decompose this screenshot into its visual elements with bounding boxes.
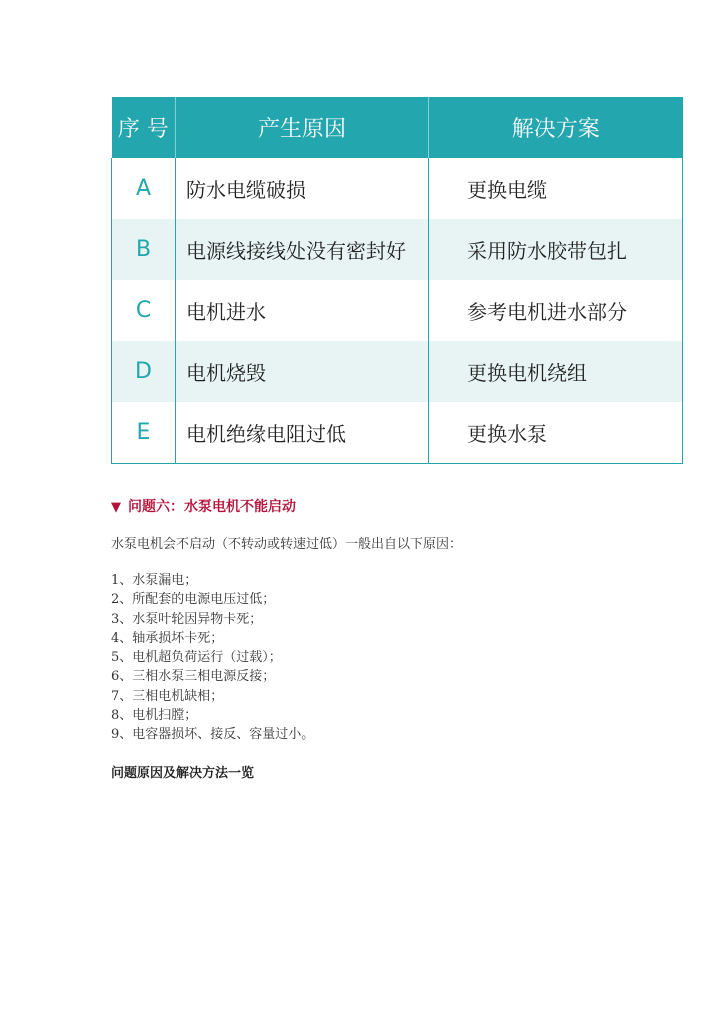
list-item: 7、三相电机缺相； [111, 688, 224, 704]
row-seq: B [112, 219, 176, 280]
row-seq: E [112, 402, 176, 464]
cause-list [111, 571, 314, 745]
row-solution: 更换水泵 [429, 402, 683, 464]
row-solution: 采用防水胶带包扎 [429, 219, 683, 280]
table-row [112, 158, 683, 219]
list-item: 9、电容器损坏、接反、容量过小。 [111, 727, 315, 743]
list-item: 4、轴承损坏卡死； [111, 630, 224, 646]
table-row [112, 341, 683, 402]
table-row [112, 280, 683, 341]
fault-table-container [111, 97, 682, 464]
list-item: 8、电机扫膛； [111, 708, 198, 724]
intro-paragraph: 水泵电机会不启动（不转动或转速过低）一般出自以下原因： [111, 537, 463, 552]
list-item: 2、所配套的电源电压过低； [111, 592, 276, 608]
row-cause: 电机进水 [176, 280, 429, 341]
list-item: 3、水泵叶轮因异物卡死； [111, 611, 263, 627]
row-seq: A [112, 158, 176, 219]
triangle-down-icon: ▼ [111, 500, 121, 515]
list-item: 6、三相水泵三相电源反接； [111, 669, 276, 685]
summary-title: 问题原因及解决方法一览 [111, 766, 255, 781]
header-cause: 产生原因 [176, 97, 429, 158]
row-cause: 电源线接线处没有密封好 [176, 219, 429, 280]
row-cause: 电机烧毁 [176, 341, 429, 402]
row-cause: 电机绝缘电阻过低 [176, 402, 429, 464]
table-row [112, 402, 683, 464]
section-heading [111, 496, 296, 516]
row-seq: C [112, 280, 176, 341]
row-solution: 更换电缆 [429, 158, 683, 219]
table-row [112, 219, 683, 280]
fault-table [111, 97, 683, 464]
list-item: 5、电机超负荷运行（过载）； [111, 650, 282, 666]
list-item: 1、水泵漏电； [111, 573, 198, 588]
section-heading-text: 问题六：水泵电机不能启动 [128, 499, 296, 515]
row-solution: 参考电机进水部分 [429, 280, 683, 341]
table-header-row [112, 97, 683, 158]
row-solution: 更换电机绕组 [429, 341, 683, 402]
row-cause: 防水电缆破损 [176, 158, 429, 219]
row-seq: D [112, 341, 176, 402]
header-solution: 解决方案 [429, 97, 683, 158]
header-seq: 序 号 [112, 97, 176, 158]
